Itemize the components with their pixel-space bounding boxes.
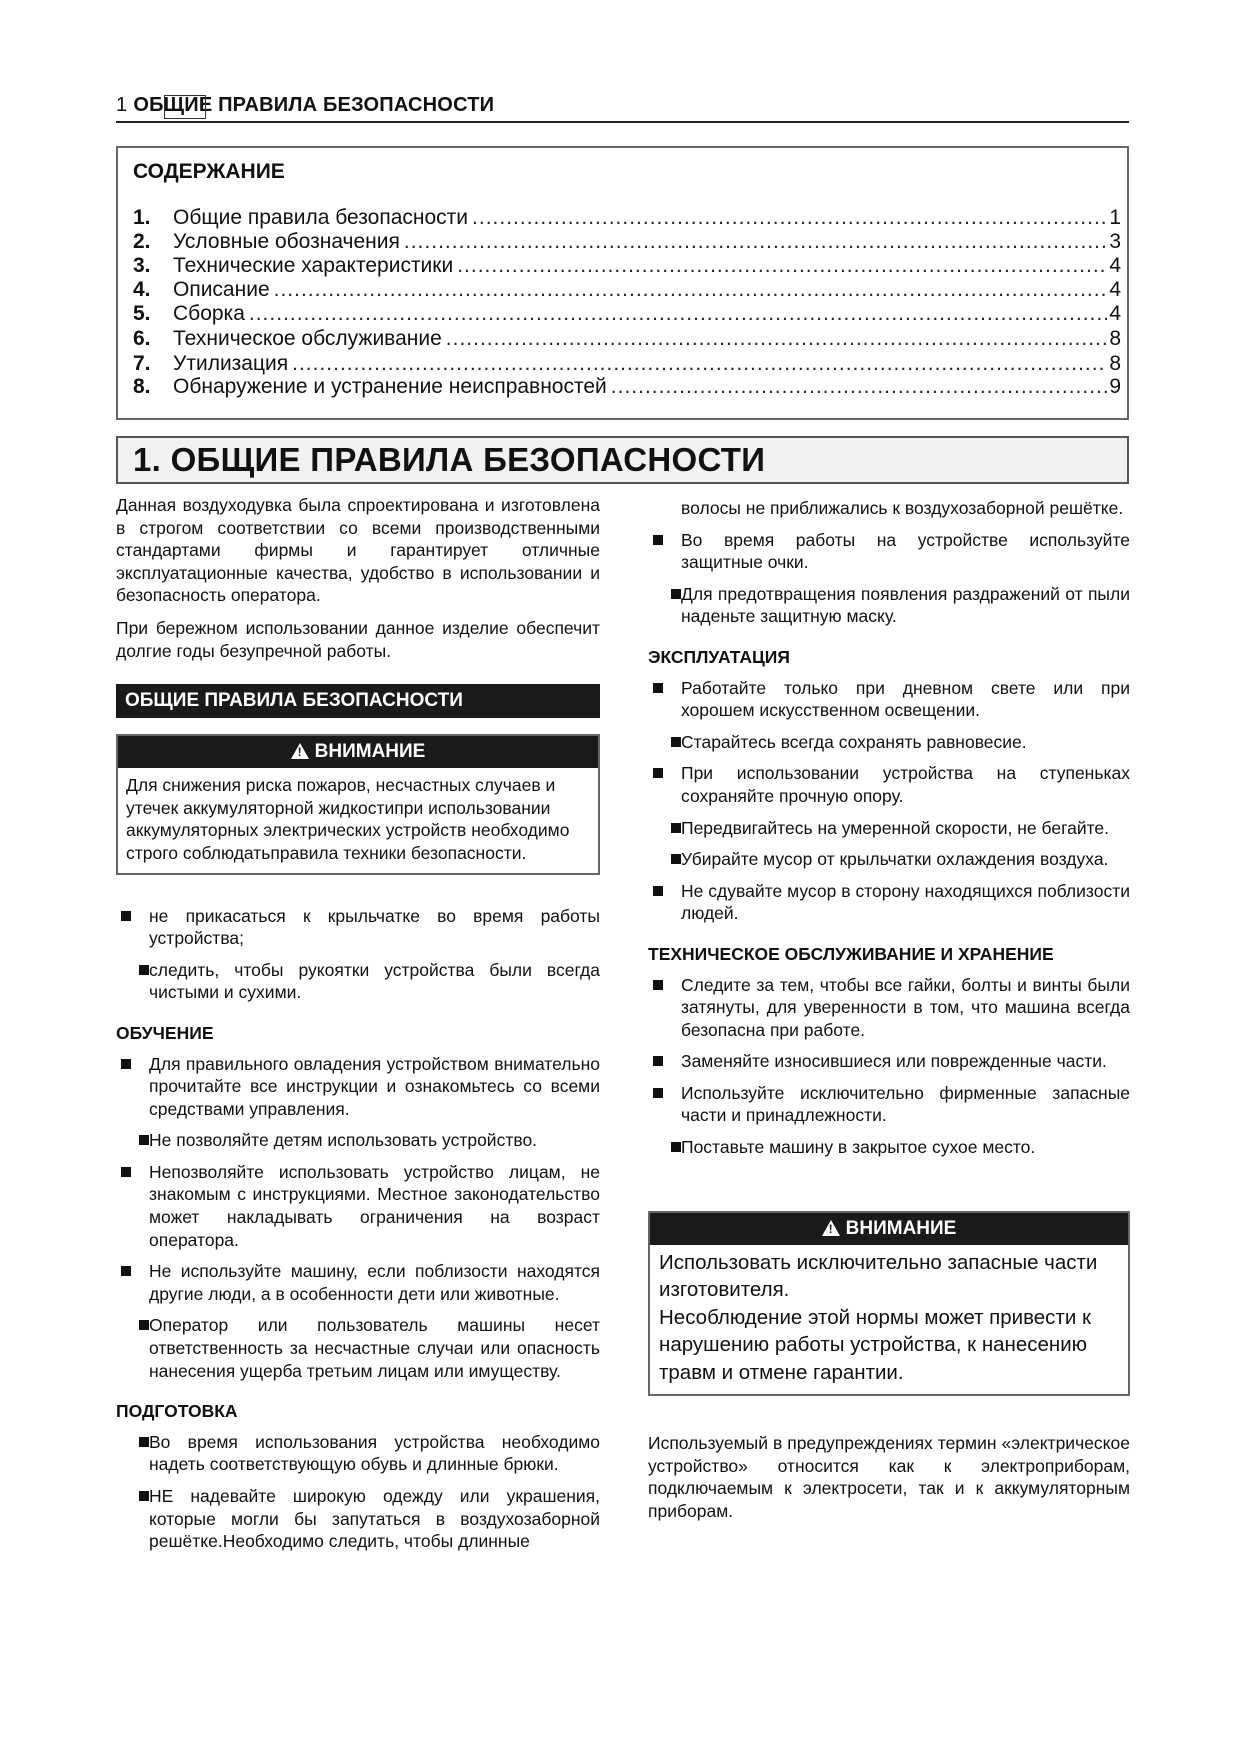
bullet-item: Для предотвращения появления раздражений от пыли наденьте защитную маску. bbox=[648, 583, 1130, 628]
contents-item bbox=[133, 206, 1121, 230]
general-rules-bar: ОБЩИЕ ПРАВИЛА БЕЗОПАСНОСТИ bbox=[116, 684, 600, 718]
right-column bbox=[648, 497, 1130, 1533]
warning-header bbox=[118, 736, 598, 768]
bullet-item: При использовании устройства на ступеньках сохраняйте прочную опору. bbox=[648, 762, 1130, 807]
contents-item-label: Сборка bbox=[173, 302, 245, 325]
bullet-item: Оператор или пользователь машины несет ответственность за несчастные случаи или опасность нанесения ущерба третьим лицам или имуществу. bbox=[116, 1314, 600, 1382]
bullet-item: Непозволяйте использовать устройство лицам, не знакомым с инструкциями. Местное законодательство может накладывать ограничения на возраст оператора. bbox=[116, 1161, 600, 1251]
warning-body bbox=[650, 1245, 1128, 1395]
bullet-item: Убирайте мусор от крыльчатки охлаждения воздуха. bbox=[648, 848, 1130, 871]
contents-title: СОДЕРЖАНИЕ bbox=[133, 160, 285, 183]
contents-item-page: 1 bbox=[1109, 206, 1121, 229]
leader-dots bbox=[404, 230, 1107, 254]
intro-paragraph: При бережном использовании данное изделие обеспечит долгие годы безупречной работы. bbox=[116, 617, 600, 661]
page-number: 1 bbox=[116, 94, 128, 116]
contents-item bbox=[133, 302, 1121, 326]
bullet-item: Не сдувайте мусор в сторону находящихся поблизости людей. bbox=[648, 880, 1130, 925]
language-badge bbox=[164, 95, 206, 119]
contents-item-label: Обнаружение и устранение неисправностей bbox=[173, 375, 607, 398]
leader-dots bbox=[292, 352, 1107, 376]
leader-dots bbox=[611, 375, 1108, 399]
contents-item-label: Техническое обслуживание bbox=[173, 327, 442, 350]
warning-title: ВНИМАНИЕ bbox=[845, 1217, 957, 1239]
warning-line: Использовать исключительно запасные части изготовителя. bbox=[659, 1250, 1098, 1302]
warning-header bbox=[650, 1213, 1128, 1245]
contents-item-label: Технические характеристики bbox=[173, 254, 454, 277]
contents-item-number: 4. bbox=[133, 278, 151, 301]
leader-dots bbox=[457, 254, 1107, 278]
contents-item-page: 9 bbox=[1109, 375, 1121, 398]
contents-item bbox=[133, 278, 1121, 302]
contents-item-number: 6. bbox=[133, 327, 151, 350]
left-column bbox=[116, 494, 600, 1562]
continued-text: волосы не приближались к воздухозаборной решётке. bbox=[681, 498, 1124, 518]
subheading-operation: ЭКСПЛУАТАЦИЯ bbox=[648, 646, 790, 667]
subheading-maintenance: ТЕХНИЧЕСКОЕ ОБСЛУЖИВАНИЕ И ХРАНЕНИЕ bbox=[648, 943, 1054, 964]
warning-triangle-icon: ! bbox=[822, 1220, 840, 1236]
contents-item-label: Утилизация bbox=[173, 352, 289, 375]
contents-item-number: 1. bbox=[133, 206, 151, 229]
warning-text: Для снижения риска пожаров, несчастных случаев и утечек аккумуляторной жидкостипри использовании аккумуляторных электрических устройств необходимо строго соблюдатьправила техники безопасности. bbox=[126, 775, 570, 863]
contents-item-number: 7. bbox=[133, 352, 151, 375]
bullet-item: Во время работы на устройстве используйте защитные очки. bbox=[648, 529, 1130, 574]
warning-box bbox=[116, 734, 600, 874]
bullet-item: Во время использования устройства необходимо надеть соответствующую обувь и длинные брюки. bbox=[116, 1431, 600, 1476]
bullet-item: Не позволяйте детям использовать устройство. bbox=[116, 1129, 600, 1152]
warning-box-parts bbox=[648, 1211, 1130, 1397]
leader-dots bbox=[249, 302, 1107, 326]
leader-dots bbox=[446, 327, 1108, 351]
contents-item-page: 8 bbox=[1109, 327, 1121, 350]
bullet-item: НЕ надевайте широкую одежду или украшения, которые могли бы запутаться в воздухозаборной решётке.Необходимо следить, чтобы длинные bbox=[116, 1485, 600, 1553]
contents-item-page: 4 bbox=[1109, 254, 1121, 277]
subheading-preparation: ПОДГОТОВКА bbox=[116, 1401, 238, 1422]
footer-note: Используемый в предупреждениях термин «электрическое устройство» относится как к электроприборам, подключаемым к электросети, так и к аккумуляторным приборам. bbox=[648, 1433, 1130, 1521]
bullet-item: следить, чтобы рукоятки устройства были всегда чистыми и сухими. bbox=[116, 959, 600, 1004]
contents-item bbox=[133, 352, 1121, 376]
subheading-training: ОБУЧЕНИЕ bbox=[116, 1022, 214, 1043]
bullet-item: не прикасаться к крыльчатке во время работы устройства; bbox=[116, 905, 600, 950]
contents-item-page: 8 bbox=[1109, 352, 1121, 375]
intro-paragraph: Данная воздуходувка была спроектирована и изготовлена в строгом соответствии со всеми производственными стандартами фирмы и гарантирует отличные эксплуатационные качества, удобство в использовании и безопасность оператора. bbox=[116, 495, 600, 606]
contents-item bbox=[133, 254, 1121, 278]
bullet-item: Старайтесь всегда сохранять равновесие. bbox=[648, 731, 1130, 754]
contents-item-number: 2. bbox=[133, 230, 151, 253]
warning-title: ВНИМАНИЕ bbox=[314, 741, 426, 763]
bullet-item: Передвигайтесь на умеренной скорости, не бегайте. bbox=[648, 817, 1130, 840]
contents-item-page: 3 bbox=[1109, 230, 1121, 253]
bullet-item: Заменяйте износившиеся или поврежденные части. bbox=[648, 1050, 1130, 1073]
leader-dots bbox=[472, 206, 1107, 230]
contents-item-number: 8. bbox=[133, 375, 151, 398]
header-title: ОБЩИЕ ПРАВИЛА БЕЗОПАСНОСТИ bbox=[133, 94, 495, 116]
warning-line: Несоблюдение этой нормы может привести к нарушению работы устройства, к нанесению травм и отмене гарантии. bbox=[659, 1305, 1091, 1384]
leader-dots bbox=[274, 278, 1108, 302]
bullet-item: Используйте исключительно фирменные запасные части и принадлежности. bbox=[648, 1082, 1130, 1127]
header-rule bbox=[116, 121, 1129, 123]
contents-item bbox=[133, 327, 1121, 351]
bullet-item: Работайте только при дневном свете или при хорошем искусственном освещении. bbox=[648, 677, 1130, 722]
bullet-item: Для правильного овладения устройством внимательно прочитайте все инструкции и ознакомьтесь со всеми средствами управления. bbox=[116, 1053, 600, 1121]
contents-item-page: 4 bbox=[1109, 278, 1121, 301]
contents-item-label: Общие правила безопасности bbox=[173, 206, 469, 229]
contents-item bbox=[133, 375, 1121, 399]
contents-item bbox=[133, 230, 1121, 254]
contents-item-label: Условные обозначения bbox=[173, 230, 400, 253]
section-title: 1. ОБЩИЕ ПРАВИЛА БЕЗОПАСНОСТИ bbox=[133, 441, 766, 478]
bullet-item: Следите за тем, чтобы все гайки, болты и винты были затянуты, для уверенности в том, что машина всегда безопасна при работе. bbox=[648, 974, 1130, 1042]
bullet-item: Поставьте машину в закрытое сухое место. bbox=[648, 1136, 1130, 1159]
warning-triangle-icon: ! bbox=[291, 743, 309, 759]
bullet-item: Не используйте машину, если поблизости находятся другие люди, а в особенности дети или животные. bbox=[116, 1260, 600, 1305]
contents-item-number: 5. bbox=[133, 302, 151, 325]
contents-item-number: 3. bbox=[133, 254, 151, 277]
contents-item-page: 4 bbox=[1109, 302, 1121, 325]
contents-item-label: Описание bbox=[173, 278, 270, 301]
